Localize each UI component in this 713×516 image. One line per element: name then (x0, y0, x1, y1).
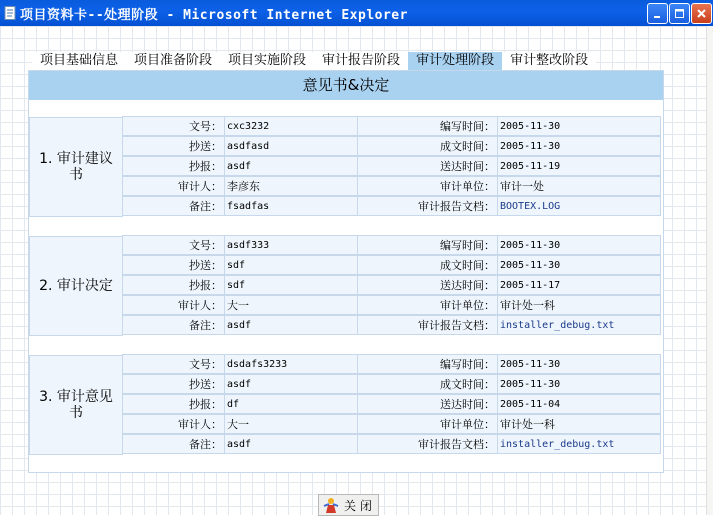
field-label: 审计人： (122, 414, 225, 434)
table-row (123, 395, 663, 415)
field-label: 抄报： (122, 156, 225, 176)
table-row (123, 256, 663, 276)
field-label: 抄送： (122, 136, 225, 156)
field-label: 抄送： (122, 255, 225, 275)
field-label: 备注： (122, 434, 225, 454)
report-doc-link[interactable]: installer_debug.txt (497, 434, 661, 454)
audit-unit-value: 审计处一科 (497, 295, 661, 315)
report-to-value: df (224, 394, 358, 414)
table-row (123, 137, 663, 157)
auditor-value: 大一 (224, 414, 358, 434)
section-audit-opinion (29, 355, 663, 455)
table-row (123, 355, 663, 375)
send-time-value: 2005-11-17 (497, 275, 661, 295)
write-time-value: 2005-11-30 (497, 354, 661, 374)
send-time-value: 2005-11-04 (497, 394, 661, 414)
field-label: 审计单位： (357, 295, 498, 315)
scrollbar-track[interactable] (706, 26, 713, 515)
table-row (123, 157, 663, 177)
field-label: 文号： (122, 354, 225, 374)
section-name: 2. 审计决定 (29, 236, 123, 336)
close-button[interactable] (318, 494, 379, 516)
field-label: 审计人： (122, 176, 225, 196)
doc-no-value: dsdafs3233 (224, 354, 358, 374)
panel-title: 意见书&决定 (29, 71, 663, 100)
report-to-value: sdf (224, 275, 358, 295)
note-value: asdf (224, 315, 358, 335)
field-label: 审计报告文档： (357, 196, 498, 216)
tab-project-preparation[interactable]: 项目准备阶段 (126, 52, 220, 70)
field-label: 文号： (122, 235, 225, 255)
field-label: 审计报告文档： (357, 434, 498, 454)
field-label: 送达时间： (357, 156, 498, 176)
opinion-decision-panel (28, 70, 664, 473)
note-value: fsadfas (224, 196, 358, 216)
window-title: 项目资料卡--处理阶段 - Microsoft Internet Explorer (20, 7, 408, 23)
table-row (123, 177, 663, 197)
close-figure-icon (322, 496, 340, 514)
maximize-button[interactable] (669, 3, 690, 24)
tab-audit-processing[interactable]: 审计处理阶段 (408, 52, 502, 70)
field-label: 编写时间： (357, 116, 498, 136)
field-label: 抄送： (122, 374, 225, 394)
close-icon (696, 8, 707, 19)
section-audit-decision (29, 236, 663, 336)
doc-no-value: cxc3232 (224, 116, 358, 136)
field-label: 编写时间： (357, 354, 498, 374)
table-row (123, 375, 663, 395)
tab-project-basic-info[interactable]: 项目基础信息 (32, 52, 126, 70)
stage-tabs (32, 52, 596, 70)
tab-project-implementation[interactable]: 项目实施阶段 (220, 52, 314, 70)
write-time-value: 2005-11-30 (497, 116, 661, 136)
doc-no-value: asdf333 (224, 235, 358, 255)
field-label: 审计单位： (357, 414, 498, 434)
field-label: 送达时间： (357, 275, 498, 295)
close-button-label: 关 闭 (344, 498, 372, 513)
auditor-value: 大一 (224, 295, 358, 315)
create-time-value: 2005-11-30 (497, 255, 661, 275)
field-label: 抄报： (122, 275, 225, 295)
note-value: asdf (224, 434, 358, 454)
field-label: 送达时间： (357, 394, 498, 414)
audit-unit-value: 审计处一科 (497, 414, 661, 434)
section-name: 3. 审计意见书 (29, 355, 123, 455)
tab-audit-report[interactable]: 审计报告阶段 (314, 52, 408, 70)
field-label: 备注： (122, 196, 225, 216)
section-name: 1. 审计建议书 (29, 117, 123, 217)
create-time-value: 2005-11-30 (497, 136, 661, 156)
field-label: 成文时间： (357, 136, 498, 156)
table-row (123, 415, 663, 435)
table-row (123, 435, 663, 455)
field-label: 审计报告文档： (357, 315, 498, 335)
table-row (123, 117, 663, 137)
minimize-button[interactable] (647, 3, 668, 24)
field-label: 抄报： (122, 394, 225, 414)
send-time-value: 2005-11-19 (497, 156, 661, 176)
table-row (123, 276, 663, 296)
field-label: 成文时间： (357, 255, 498, 275)
field-label: 成文时间： (357, 374, 498, 394)
cc-value: sdf (224, 255, 358, 275)
field-label: 备注： (122, 315, 225, 335)
table-row (123, 236, 663, 256)
report-doc-link[interactable]: BOOTEX.LOG (497, 196, 661, 216)
create-time-value: 2005-11-30 (497, 374, 661, 394)
report-to-value: asdf (224, 156, 358, 176)
field-label: 编写时间： (357, 235, 498, 255)
report-doc-link[interactable]: installer_debug.txt (497, 315, 661, 335)
maximize-icon (674, 8, 685, 19)
table-row (123, 197, 663, 217)
close-window-button[interactable] (691, 3, 712, 24)
field-label: 文号： (122, 116, 225, 136)
ie-page-icon (3, 6, 17, 20)
write-time-value: 2005-11-30 (497, 235, 661, 255)
auditor-value: 李彦东 (224, 176, 358, 196)
minimize-icon (652, 8, 663, 19)
table-row (123, 316, 663, 336)
cc-value: asdf (224, 374, 358, 394)
audit-unit-value: 审计一处 (497, 176, 661, 196)
cc-value: asdfasd (224, 136, 358, 156)
window-titlebar[interactable] (0, 0, 713, 26)
section-audit-suggestion (29, 117, 663, 217)
table-row (123, 296, 663, 316)
field-label: 审计人： (122, 295, 225, 315)
tab-audit-rectification[interactable]: 审计整改阶段 (502, 52, 596, 70)
field-label: 审计单位： (357, 176, 498, 196)
